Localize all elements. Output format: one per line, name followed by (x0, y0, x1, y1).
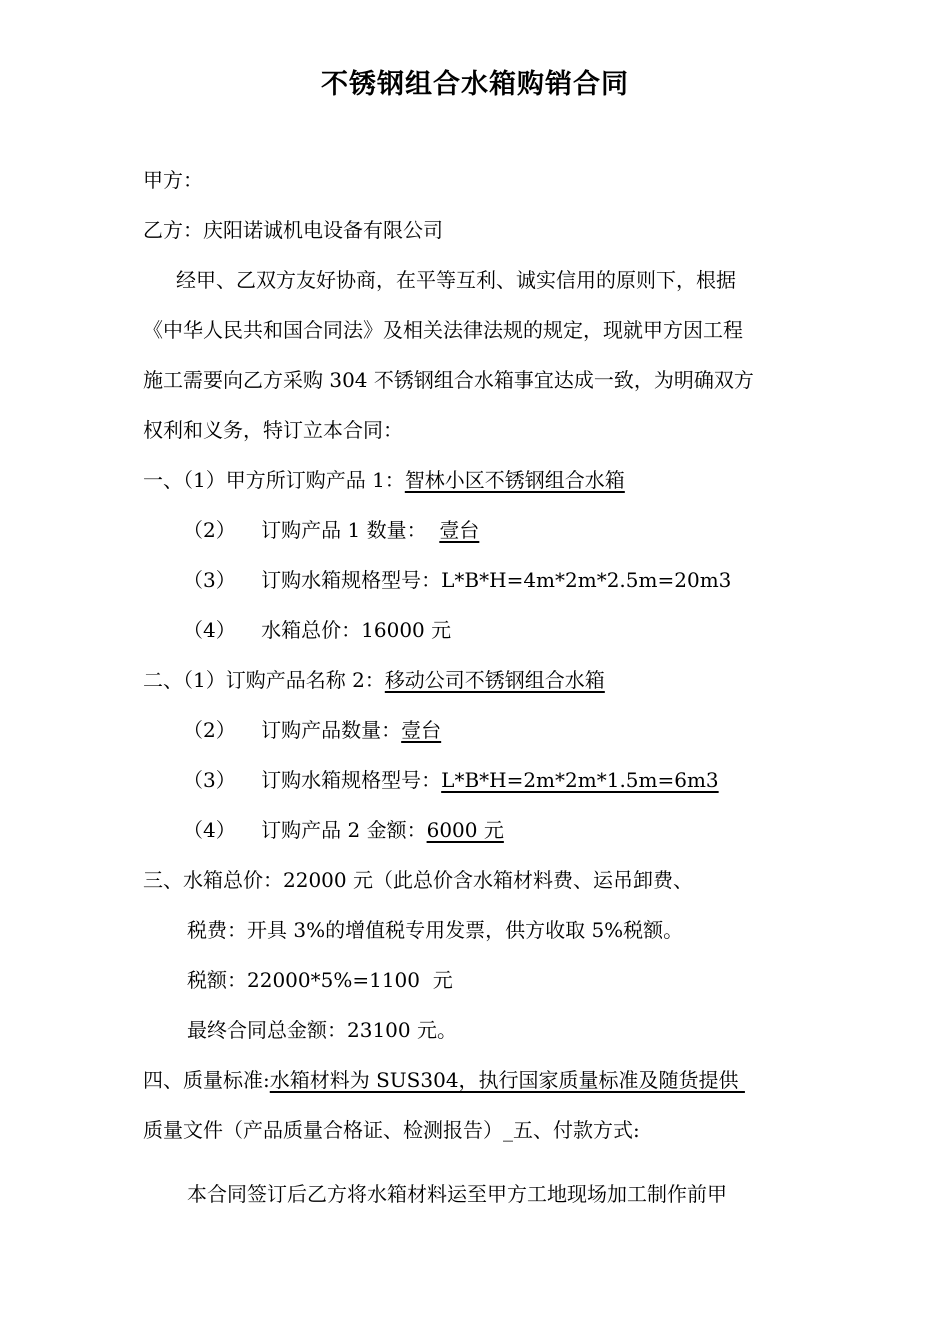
section4-quality-value: 水箱材料为 SUS304，执行国家质量标准及随货提供 (269, 1068, 745, 1092)
section3-total-line: 三、水箱总价：22000 元（此总价含水箱材料费、运吊卸费、 (143, 868, 693, 892)
section4-documents-line: 质量文件（产品质量合格证、检测报告）_五、付款方式: (143, 1118, 640, 1142)
intro-line-3: 施工需要向乙方采购 304 不锈钢组合水箱事宜达成一致，为明确双方 (143, 368, 754, 392)
intro-line-4: 权利和义务，特订立本合同： (143, 418, 403, 442)
section1-price-line: （4） 水箱总价：16000 元 (183, 618, 452, 642)
section2-quantity-line (183, 716, 441, 744)
section2-product-line (143, 666, 605, 694)
section2-amount-line (183, 816, 504, 844)
section2-product-value: 移动公司不锈钢组合水箱 (384, 668, 605, 692)
section4-quality-line (143, 1066, 745, 1094)
section2-quantity-label: （2） 订购产品数量： (183, 718, 402, 742)
party-b-line: 乙方：庆阳诺诚机电设备有限公司 (143, 218, 443, 242)
payment-terms-line: 本合同签订后乙方将水箱材料运至甲方工地现场加工制作前甲 (187, 1182, 727, 1206)
section3-final-total-line: 最终合同总金额：23100 元。 (187, 1018, 457, 1042)
section3-tax-amount-line: 税额：22000*5%=1100 元 (187, 968, 453, 992)
section2-spec-label: （3） 订购水箱规格型号： (183, 768, 442, 792)
section2-product-label: 二、（1）订购产品名称 2： (143, 668, 385, 692)
section3-tax-line: 税费：开具 3%的增值税专用发票，供方收取 5%税额。 (187, 918, 684, 942)
section1-quantity-value: 壹台 (439, 518, 480, 542)
intro-line-1: 经甲、乙双方友好协商，在平等互利、诚实信用的原则下，根据 (176, 268, 736, 292)
section1-product-value: 智林小区不锈钢组合水箱 (404, 468, 625, 492)
section1-quantity-line (183, 516, 479, 544)
section4-quality-label: 四、质量标准: (143, 1068, 270, 1092)
section1-quantity-label: （2） 订购产品 1 数量： (183, 518, 440, 542)
section1-product-label: 一、（1）甲方所订购产品 1： (143, 468, 405, 492)
section1-product-line (143, 466, 625, 494)
page-title: 不锈钢组合水箱购销合同 (321, 69, 629, 100)
party-a-line: 甲方： (143, 168, 203, 192)
section1-spec-line: （3） 订购水箱规格型号：L*B*H=4m*2m*2.5m=20m3 (183, 568, 732, 592)
section2-spec-value: L*B*H=2m*2m*1.5m=6m3 (441, 768, 719, 792)
section2-amount-label: （4） 订购产品 2 金额： (183, 818, 427, 842)
section2-amount-value: 6000 元 (426, 818, 504, 842)
intro-line-2: 《中华人民共和国合同法》及相关法律法规的规定，现就甲方因工程 (143, 318, 743, 342)
section2-quantity-value: 壹台 (401, 718, 442, 742)
section2-spec-line (183, 766, 719, 794)
